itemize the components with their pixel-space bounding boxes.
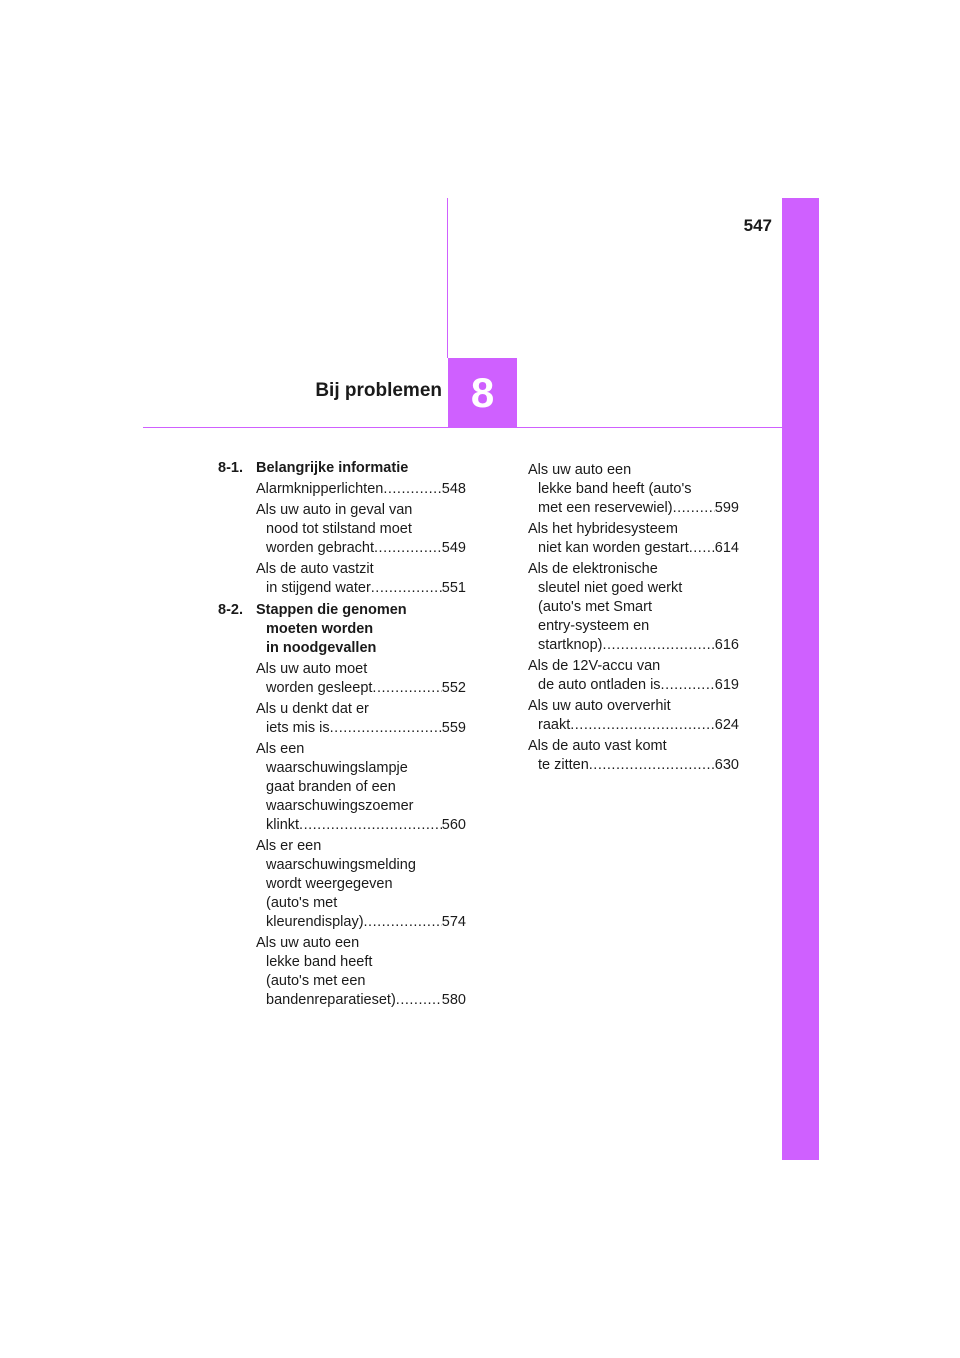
toc-entry-text: bandenreparatieset) xyxy=(266,992,396,1008)
toc-entry-text: klinkt xyxy=(266,817,300,833)
toc-page-number: 551 xyxy=(441,580,466,596)
toc-entry-text: waarschuwingslampje xyxy=(266,760,408,776)
toc-entry-text: raakt xyxy=(538,717,571,733)
toc-entry-text: lekke band heeft (auto's xyxy=(538,481,692,497)
toc-entry-text: iets mis is xyxy=(266,720,330,736)
toc-leader-dots xyxy=(602,636,714,655)
toc-section-heading xyxy=(218,601,466,658)
toc-entry[interactable] xyxy=(528,560,739,655)
toc-leader-dots xyxy=(673,499,715,518)
toc-entry-text: (auto's met een xyxy=(266,973,366,989)
toc-section-title-line: Belangrijke informatie xyxy=(256,460,409,476)
toc-entry[interactable] xyxy=(218,660,466,698)
toc-entry-last-line xyxy=(256,816,466,835)
header-horizontal-rule xyxy=(143,427,783,428)
toc-leader-dots xyxy=(383,480,441,499)
toc-leader-dots xyxy=(299,816,442,835)
page-number: 547 xyxy=(743,216,772,235)
toc-leader-dots xyxy=(364,913,442,932)
toc-entry-text: Als er een xyxy=(256,838,322,854)
toc-entry[interactable] xyxy=(218,700,466,738)
toc-page-number: 552 xyxy=(441,680,466,696)
toc-entry-text: Als uw auto in geval van xyxy=(256,502,413,518)
toc-entry-text: Als de auto vast komt xyxy=(528,738,667,754)
toc-entry-text: in stijgend water xyxy=(266,580,371,596)
toc-leader-dots xyxy=(589,756,715,775)
toc-section-title-line: in noodgevallen xyxy=(266,640,377,656)
toc-left-column xyxy=(218,459,466,1011)
toc-entry[interactable] xyxy=(218,480,466,499)
chapter-number-box: 8 xyxy=(448,358,517,427)
toc-entry-text: de auto ontladen is xyxy=(538,677,661,693)
toc-entry-text: niet kan worden gestart xyxy=(538,540,689,556)
toc-section-number: 8-2. xyxy=(218,602,243,618)
toc-entry[interactable] xyxy=(218,837,466,932)
toc-entry-text: Als het hybridesysteem xyxy=(528,521,678,537)
toc-entry-last-line xyxy=(528,539,739,558)
toc-entry-text: Als de elektronische xyxy=(528,561,658,577)
toc-entry[interactable] xyxy=(218,740,466,835)
toc-entry-last-line xyxy=(256,991,466,1010)
toc-page-number: 580 xyxy=(441,992,466,1008)
toc-entry-text: Als uw auto een xyxy=(528,462,632,478)
toc-leader-dots xyxy=(661,676,715,695)
toc-entry[interactable] xyxy=(528,461,739,518)
toc-entry-text: Als u denkt dat er xyxy=(256,701,369,717)
toc-entry[interactable] xyxy=(528,697,739,735)
toc-entry-text: Als de auto vastzit xyxy=(256,561,374,577)
toc-entry-text: (auto's met xyxy=(266,895,338,911)
toc-entry-text: nood tot stilstand moet xyxy=(266,521,412,537)
toc-entry-text: lekke band heeft xyxy=(266,954,373,970)
toc-entry-text: worden gebracht xyxy=(266,540,375,556)
toc-entry-text: kleurendisplay) xyxy=(266,914,364,930)
toc-entry-last-line xyxy=(256,913,466,932)
toc-entry-text: Als een xyxy=(256,741,305,757)
toc-entry-last-line xyxy=(256,480,466,499)
chapter-title: Bij problemen xyxy=(315,380,442,401)
toc-page-number: 560 xyxy=(441,817,466,833)
toc-leader-dots xyxy=(330,719,442,738)
toc-entry[interactable] xyxy=(528,657,739,695)
toc-entry-last-line xyxy=(256,579,466,598)
toc-entry-last-line xyxy=(528,756,739,775)
toc-section-heading xyxy=(218,459,466,478)
toc-entry-text: gaat branden of een xyxy=(266,779,396,795)
toc-entry-text: Als uw auto moet xyxy=(256,661,368,677)
toc-right-column xyxy=(528,459,739,776)
toc-page-number: 599 xyxy=(714,500,739,516)
toc-entry-text: entry-systeem en xyxy=(538,618,650,634)
toc-entry-text: (auto's met Smart xyxy=(538,599,652,615)
toc-entry-text: met een reservewiel) xyxy=(538,500,673,516)
toc-entry-text: Als de 12V-accu van xyxy=(528,658,661,674)
toc-page-number: 619 xyxy=(714,677,739,693)
toc-page-number: 616 xyxy=(714,637,739,653)
toc-entry-text: waarschuwingszoemer xyxy=(266,798,414,814)
toc-entry-last-line xyxy=(256,679,466,698)
toc-page-number: 549 xyxy=(441,540,466,556)
toc-page-number: 614 xyxy=(714,540,739,556)
toc-entry-last-line xyxy=(256,719,466,738)
toc-entry-last-line xyxy=(528,676,739,695)
toc-section-title xyxy=(256,601,466,658)
toc-leader-dots xyxy=(396,991,442,1010)
toc-entry[interactable] xyxy=(528,520,739,558)
toc-entry-text: te zitten xyxy=(538,757,589,773)
toc-leader-dots xyxy=(371,579,442,598)
toc-entry-last-line xyxy=(528,716,739,735)
toc-page-number: 559 xyxy=(441,720,466,736)
header-vertical-rule xyxy=(447,198,448,358)
toc-section-title xyxy=(256,459,466,478)
toc-entry-last-line xyxy=(528,499,739,518)
toc-page-number: 630 xyxy=(714,757,739,773)
toc-entry-text: Als uw auto een xyxy=(256,935,360,951)
toc-section-title-line: Stappen die genomen xyxy=(256,602,407,618)
toc-leader-dots xyxy=(372,679,441,698)
toc-entry-last-line xyxy=(528,636,739,655)
toc-entry-text: sleutel niet goed werkt xyxy=(538,580,683,596)
toc-entry-text: Als uw auto oververhit xyxy=(528,698,671,714)
toc-entry-text: Alarmknipperlichten xyxy=(256,481,384,497)
toc-entry-text: worden gesleept xyxy=(266,680,373,696)
toc-leader-dots xyxy=(570,716,715,735)
toc-entry[interactable] xyxy=(528,737,739,775)
toc-page-number: 624 xyxy=(714,717,739,733)
toc-page-number: 548 xyxy=(441,481,466,497)
toc-page-number: 574 xyxy=(441,914,466,930)
toc-entry[interactable] xyxy=(218,934,466,1010)
toc-section-title-line: moeten worden xyxy=(266,621,374,637)
toc-entry-text: wordt weergegeven xyxy=(266,876,393,892)
chapter-side-tab xyxy=(782,198,819,1160)
toc-leader-dots xyxy=(689,539,715,558)
toc-section-number: 8-1. xyxy=(218,460,243,476)
toc-entry[interactable] xyxy=(218,501,466,558)
toc-leader-dots xyxy=(374,539,442,558)
toc-entry-last-line xyxy=(256,539,466,558)
toc-entry-text: waarschuwingsmelding xyxy=(266,857,416,873)
toc-entry[interactable] xyxy=(218,560,466,598)
toc-entry-text: startknop) xyxy=(538,637,603,653)
